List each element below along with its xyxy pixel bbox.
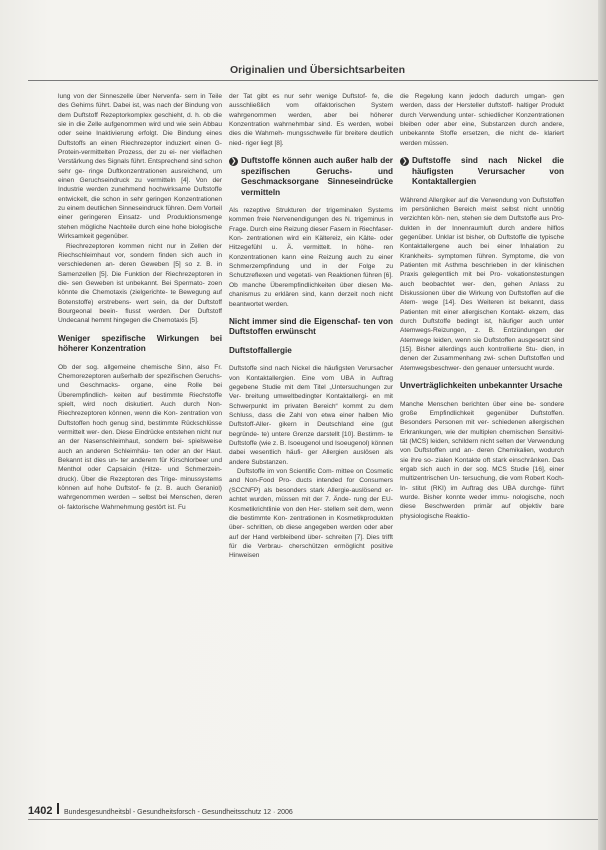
arrow-bullet-icon: ❯	[401, 158, 408, 166]
text-column-2	[229, 92, 393, 561]
section-heading: Duftstoffallergie	[229, 345, 292, 355]
text-column-3	[400, 92, 564, 521]
highlight-heading-text: Duftstoffe können auch außer halb der spezifischen Geruchs- und Geschmacksorgane Sinneseindrücke vermitteln	[241, 156, 393, 197]
section-heading: Nicht immer sind die Eigenschaf- ten von Duftstoffen erwünscht	[229, 316, 393, 337]
body-paragraph: Duftstoffe sind nach Nickel die häufigsten Verursacher von Kontaktallergien. Eine vom UBA in Auftrag gegebene Studie mit dem Titel „Untersuchungen zur Ver- breitung umweltbedingter Kontaktallergi- en mit Schwerpunkt im privaten Bereich“ kommt zu dem Schluss, dass die Zahl von etwa einer halben Mio Duftstoff-Aller- gikern in Deutschland eine (gut begründe- te) untere Grenze darstellt [10]. Bestimm- te Duftstoffe (wie z. B. Isoeugenol und Isoeugenol) können dabei wesentlich häufi- ger Allergien auslösen als andere Substanzen.	[229, 365, 393, 466]
body-paragraph: Duftstoffe im von Scientific Com- mittee on Cosmetic and Non-Food Pro- ducts intended for Consumers (SCCNFP) als besonders stark Allergie-auslösend er- achtet wurden, müssen mit der 7. Ände- rung der EU-Kosmetikrichtlinie von den Her- stellern seit dem, wenn die bestimmte Kon- zentrationen in Kosmetikprodukten über- schritten, ob diese angegeben werden oder aber auf der Hand verbleibend über- schreiten [7]. Dies trifft für die Verbrau- cherschützen ermöglicht positive Hinweisen	[229, 468, 393, 560]
footer-separator	[57, 803, 59, 814]
body-paragraph: die Regelung kann jedoch dadurch umgan- gen werden, dass der Hersteller duftstoff- haltiger Produkt durch Verwendung unter- schiedlicher Konzentrationen bleiben oder aber eine, Substanzen durch andere, unbekannte Stoffe ersetzen, die nicht de- klariert werden müssen.	[400, 93, 564, 147]
body-paragraph: Während Allergiker auf die Verwendung von Duftstoffen im persönlichen Bereich meist selbst nicht unnötig verzichten kön- nen, stehen sie dem Duftstoffe aus Pro- dukten in der Innenraumluft durch andere hilflos gegenüber. Unklar ist bisher, ob Duftstoffe die typische Kontaktallergene auch bei einer Inhalation zu Krankheits- symptomen führen. Symptome, die von Patienten mit Asthma beschrieben in der klinischen Praxis gelegentlich mit bei Pro- vokationstestungen auch beobachtet wer- den, gehen Anlass zu Diskussionen über die Wirkung von Duftstoffen auf die Atem- wege [14]. Des Weiteren ist bekannt, dass Patienten mit einer allergischen Kontakt- ekzem, das durch Duftstoffe bedingt ist, häufiger auch unter Atemwegs-Reizungen, z. B. Entzündungen der Atemwege leiden, wenn sie Duftstoffen ausgesetzt sind [15]. Bisher allerdings auch kontrollierte Stu- dien, in denen der Zusammenhang zwi- schen Duftstoffen und Atemwegsbeschwer- den genauer untersucht wurde.	[400, 196, 564, 372]
body-paragraph: Manche Menschen berichten über eine be- sondere große Empfindlichkeit gegenüber Duftstoffen. Besonders Personen mit ver- schiedenen allergischen Erkrankungen, wie der multiplen chemischen Sensitivi- tät (MCS) leiden, schildern nicht selten der Verwendung von Duftstoffen und an- deren Chemikalien, wodurch sie ihre so- zialen Kontakte oft stark einschränken. Das ergab sich auch in der sog. MCS Studie [16], einer multizentrischen Un- tersuchung, die vom Robert Koch-In- stitut (RKI) im Auftrag des UBA durchge- führt wurde. Bisher konnte weder immu- nologische, noch diese Beschwerden primär auf objektiv bare physiologische Reaktio-	[400, 400, 564, 520]
page-binding-edge	[598, 0, 606, 850]
highlight-heading-text: Duftstoffe sind nach Nickel die häufigsten Verursacher von Kontaktallergien	[412, 156, 564, 187]
text-column-1	[58, 92, 222, 512]
body-paragraph: der Tat gibt es nur sehr wenige Duftstof- fe, die ausschließlich vom olfaktorischen System wahrgenommen werden, aber bei höherer Konzentration wahrnehmbar sind. Es werden, wobei dies die Wahrneh- mungsschwelle für breitere deutlich nied- riger liegt [8].	[229, 93, 393, 147]
body-paragraph: Riechrezeptoren kommen nicht nur in Zellen der Riechschleimhaut vor, sondern finden sich auch in verschiedenen an- deren Geweben [5] so z. B. in Samenzellen [5]. Die Funktion der Riechrezeptoren in die- sen Geweben ist unbekannt. Bei Spermato- zoen könnte die Chemotaxis (zielgerichte- te Bewegung auf Botenstoffe) erstrebens- wert sein, da der Duftstoff Bourgeonal beein- flusst werden. Der Duftstoff Undecanal hemmt hingegen die Chemotaxis [5].	[58, 242, 222, 325]
page-number: 1402	[28, 805, 53, 817]
body-paragraph: lung von der Sinneszelle über Nervenfa- sern in Teile des Gehirns führt. Dabei ist, was nach der Bindung von dem Duftstoff Rezeptorkomplex geschieht, d. h. ob die sie in die Zelle aufgenommen wird und wie sein Abbau oder seine Inaktivierung erfolgt. Die Bindung eines Duftstoffs an einen Riechrezeptor induziert einen G-Protein-vermittelten Prozess, der zu ei- ner vielfachen Verstärkung des Signals führt. Entsprechend sind schon sehr ge- ringe Duftkonzentrationen ausreichend, um einen Geruchseindruck zu vermitteln [4]. Von der Industrie werden zunehmend hochwirksame Duftstoffe entwickelt, die schon in sehr geringen Konzentrationen zu einem deutlichen Sinneseindruck führen. Dem Vorteil einer geringeren Einsatz- und Produktionsmenge stehen mögliche Nachteile durch eine hohe biologische Wirksamkeit gegenüber.	[58, 93, 222, 241]
header-divider	[28, 80, 598, 81]
arrow-bullet-icon: ❯	[230, 158, 237, 166]
section-header-title: Originalien und Übersichtsarbeiten	[230, 64, 406, 76]
journal-citation: Bundesgesundheitsbl - Gesundheitsforsch - Gesundheitsschutz 12 · 2006	[63, 809, 293, 816]
body-paragraph: Als rezeptive Strukturen der trigeminalen Systems kommen freie Nervenendigungen des N. trigeminus in Frage. Durch eine Reizung dieser Fasern in Riechfaser-Kon- zentrationen wird ein Kältereiz, ein Kälte- oder Hitzegefühl u. Ä. vermittelt. In höhe- ren Konzentrationen kann eine Reizung auch zu einer Schmerzempfindung und in der Folge zu Schutzreflexen und vegetati- ven Reaktionen führen [6]. Ob manche Überempfindlichkeiten über diesen Me- chanismus zu erklären sind, kann derzeit noch nicht beantwortet werden.	[229, 207, 393, 308]
section-heading: Unverträglichkeiten unbekannter Ursache	[400, 381, 563, 391]
subsection-heading: Weniger spezifische Wirkungen bei höherer Konzentration	[58, 333, 222, 354]
highlight-heading	[229, 156, 393, 198]
highlight-heading	[400, 156, 564, 188]
page-footer	[28, 803, 293, 817]
body-paragraph: Ob der sog. allgemeine chemische Sinn, also Fr. Chemorezeptoren außerhalb der spezifischen Geruchs- und Geschmacks- organe, eine Rolle bei Überempfindlich- keiten auf bestimmte Riechstoffe spielt, wird noch diskutiert. Auch durch Non- Riechrezeptoren können, wenn die Kon- zentration von Duftstoffen hoch genug sind, bestimmte Rückschlüsse vermittelt wer- den. Diese Eindrücke entstehen nicht nur an der Nasenschleimhaut, sondern bei- spielsweise auch an anderen Schleimhäu- ten oder an der Haut. Bekannt ist dies un- ter anderem für Kirschlorbeer und Menthol oder Capsaicin (Hitze- und Schmerzein- druck). Über die Rezeptoren des Trige- minussystems können auf hohe Duftstof- fe (z. B. auch Geraniol) wahrgenommen werden – selbst bei Menschen, deren ol- faktorische Wahrnehmung gestört ist. Fu	[58, 363, 222, 511]
footer-divider	[28, 819, 598, 820]
